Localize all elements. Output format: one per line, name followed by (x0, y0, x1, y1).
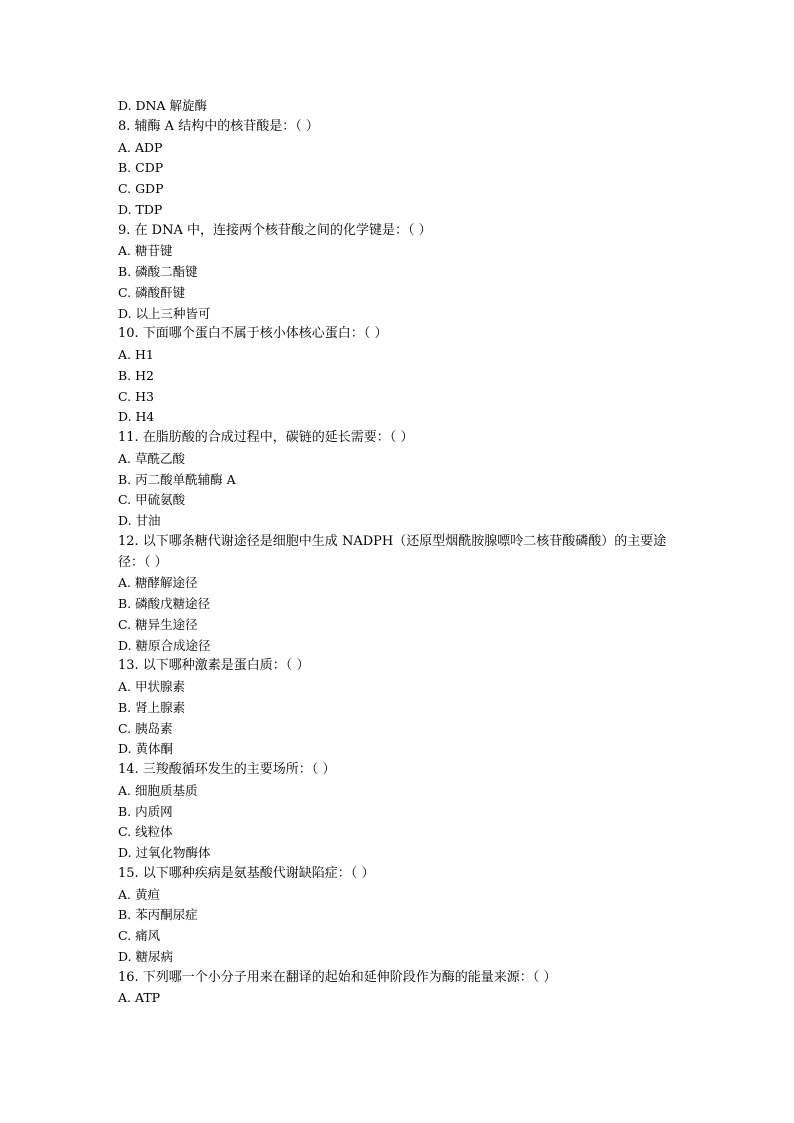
option-text: C. 甲硫氨酸 (118, 492, 186, 508)
option-text: D. 糖原合成途径 (118, 637, 211, 653)
option-text: D. 以上三种皆可 (118, 305, 211, 321)
option-text: B. 苯丙酮尿症 (118, 907, 198, 923)
option-text: B. H2 (118, 367, 154, 383)
question-text: 8. 辅酶 A 结构中的核苷酸是：（ ） (118, 118, 319, 134)
question-text: 9. 在 DNA 中，连接两个核苷酸之间的化学键是：（ ） (118, 222, 432, 238)
option-text: C. 胰岛素 (118, 720, 173, 736)
option-text: D. 甘油 (118, 513, 161, 528)
option-text: C. 线粒体 (118, 824, 173, 840)
option-text: B. 丙二酸单酰辅酶 A (118, 471, 236, 487)
option-text: C. H3 (118, 388, 154, 404)
document-page (118, 96, 688, 1009)
option-text: B. 内质网 (118, 803, 173, 819)
question-text: 13. 以下哪种激素是蛋白质：（ ） (118, 658, 310, 674)
question-text: 14. 三羧酸循环发生的主要场所：（ ） (118, 762, 336, 777)
option-text: B. 磷酸戊糖途径 (118, 596, 211, 611)
option-text: B. CDP (118, 160, 164, 176)
question-text: 11. 在脂肪酸的合成过程中，碳链的延长需要：（ ） (118, 430, 414, 445)
question-text: 15. 以下哪种疾病是氨基酸代谢缺陷症：（ ） (118, 865, 375, 881)
question-text: 16. 下列哪一个小分子用来在翻译的起始和延伸阶段作为酶的能量来源：（ ） (118, 969, 557, 985)
option-text: A. 糖酵解途径 (118, 575, 198, 591)
option-text: A. ATP (118, 990, 161, 1006)
option-text: A. 糖苷键 (118, 243, 173, 259)
option-text: C. 糖异生途径 (118, 616, 198, 632)
option-text: D. H4 (118, 409, 155, 425)
option-text: C. 磷酸酐键 (118, 284, 186, 300)
option-text: B. 肾上腺素 (118, 699, 186, 715)
option-text: D. 糖尿病 (118, 948, 174, 964)
option-text: D. 黄体酮 (118, 741, 174, 757)
option-text: A. ADP (118, 139, 163, 155)
option-text: D. 过氧化物酶体 (118, 845, 211, 860)
option-text: A. 草酰乙酸 (118, 450, 185, 466)
option-text: D. TDP (118, 201, 163, 217)
option-text: A. H1 (118, 347, 154, 362)
option-text: D. DNA 解旋酶 (118, 98, 207, 113)
option-text: A. 细胞质基质 (118, 782, 198, 798)
option-text: B. 磷酸二酯键 (118, 264, 198, 279)
option-text: C. 痛风 (118, 928, 161, 943)
question-text: 12. 以下哪条糖代谢途径是细胞中生成 NADPH（还原型烟酰胺腺嘌呤二核苷酸磷酸）的主要途径：（ ） (118, 533, 667, 570)
option-text: A. 甲状腺素 (118, 679, 185, 694)
question-text: 10. 下面哪个蛋白不属于核小体核心蛋白：（ ） (118, 326, 388, 342)
option-text: A. 黄疸 (118, 886, 160, 902)
option-text: C. GDP (118, 181, 164, 196)
